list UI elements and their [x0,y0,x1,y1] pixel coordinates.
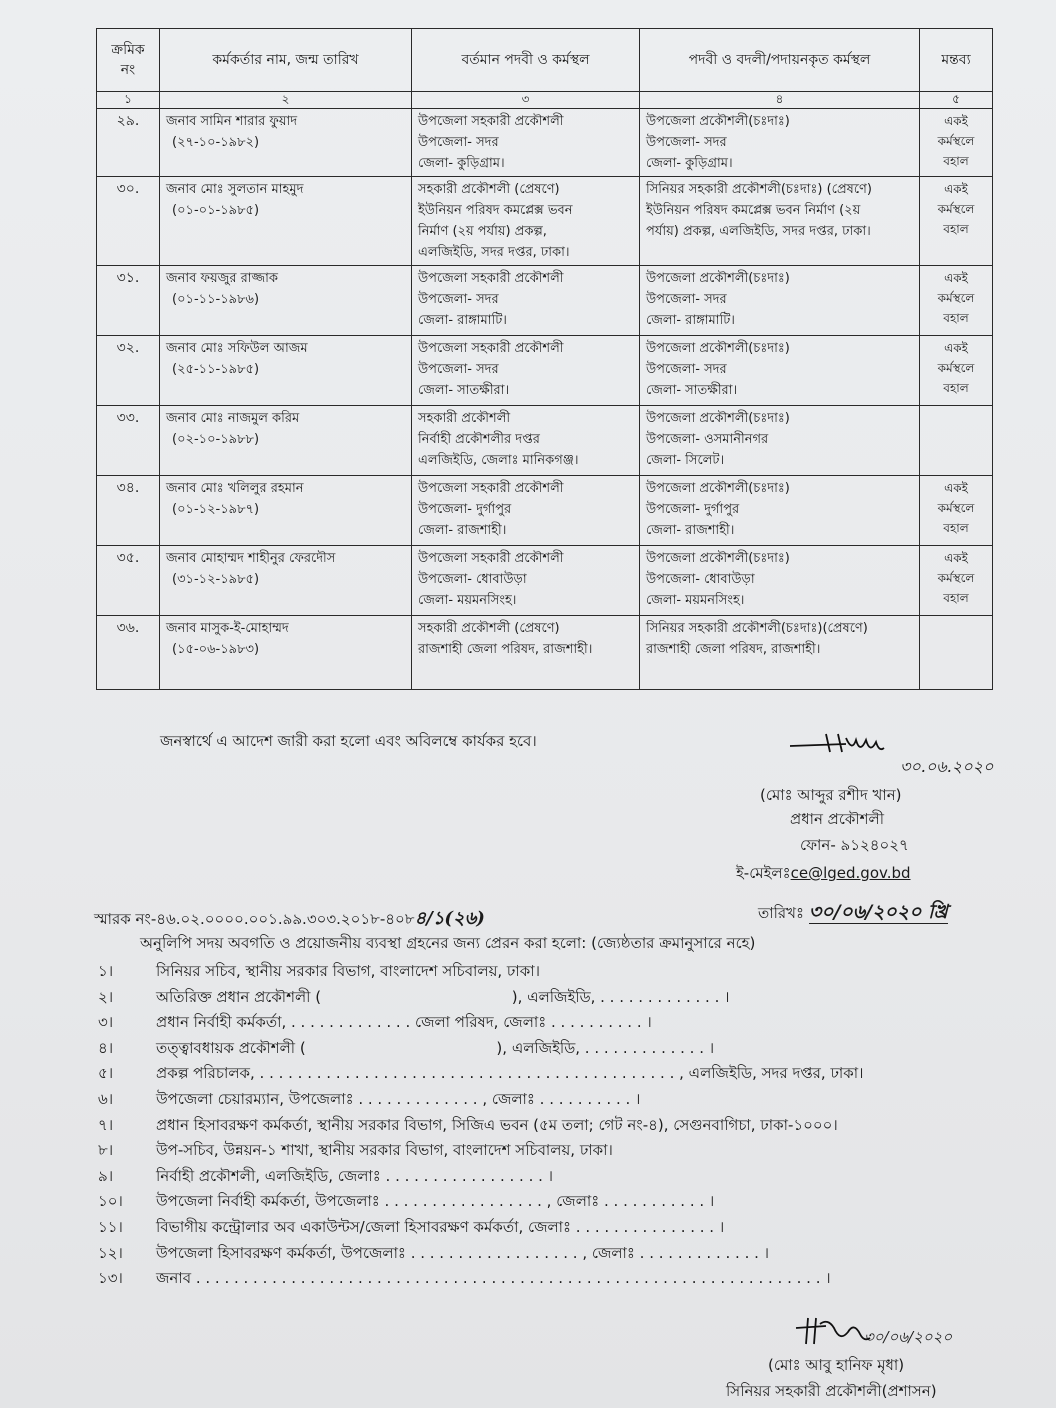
second-signatory-name: (মোঃ আবু হানিফ মৃধা) [768,1356,905,1374]
current-post-line: রাজশাহী জেলা পরিষদ, রাজশাহী। [418,642,593,657]
memo-handwritten-suffix: ৪/১(২৬) [414,908,485,929]
remark-line: কর্মস্থলে [937,361,975,375]
remark-line: একই [944,341,968,355]
cc-item-text: নির্বাহী প্রকৌশলী, এলজিইডি, জেলাঃ . . . . . . . . . . . . . . . . . । [156,1166,554,1185]
current-post-line: উপজেলা সহকারী প্রকৌশলী [418,481,564,496]
cc-item-number: ১১। [98,1218,123,1236]
cc-item [98,1165,553,1189]
new-post-cell [640,616,920,690]
signatory-email [736,862,911,887]
officer-dob: (২৫-১১-১৯৮৫) [172,362,260,377]
table-row [97,109,993,177]
signatory-phone: ফোন- ৯১২৪০২৭ [800,836,909,854]
cc-item-text: সিনিয়র সচিব, স্থানীয় সরকার বিভাগ, বাংলাদেশ সচিবালয়, ঢাকা। [156,962,540,980]
name-cell [160,109,412,177]
new-post-line: উপজেলা প্রকৌশলী(চঃদাঃ) [646,271,790,286]
cc-item-number: ১০। [98,1192,123,1211]
remark-cell [920,336,993,406]
current-post-line: উপজেলা সহকারী প্রকৌশলী [418,341,564,356]
new-post-line: জেলা- কুড়িগ্রাম। [646,156,733,171]
serial-number: ৩২. [116,340,140,356]
current-post-line: উপজেলা সহকারী প্রকৌশলী [418,551,564,566]
name-cell [160,546,412,616]
cc-item-number: ১২। [98,1243,123,1262]
serial-cell [97,109,160,177]
header-new-post: পদবী ও বদলী/পদায়নকৃত কর্মস্থল [640,29,920,92]
current-post-line: উপজেলা- ধোবাউড়া [418,572,527,587]
serial-cell [97,336,160,406]
officer-dob: (০১-১১-১৯৮৬) [172,292,260,307]
new-post-cell [640,266,920,336]
table-row [97,177,993,266]
remark-line: বহাল [943,521,969,535]
remark-line: কর্মস্থলে [937,202,975,216]
transfer-table [96,28,993,690]
current-post-cell [412,546,640,616]
remark-line: একই [944,182,968,196]
cc-item-text: তত্ত্বাবধায়ক প্রকৌশলী ( ), এলজিইডি, . . . . . . . . . . . . . । [156,1038,715,1057]
col-number: ৫ [920,92,993,109]
name-cell [160,266,412,336]
col-number: ৪ [640,92,920,109]
officer-name: জনাব ফয়জুর রাজ্জাক [166,271,279,286]
table-row [97,616,993,690]
serial-number: ৩৪. [116,480,140,496]
current-post-cell [412,476,640,546]
header-name-dob: কর্মকর্তার নাম, জন্ম তারিখ [160,29,412,92]
remark-line: বহাল [943,381,969,395]
cc-item-text: প্রধান হিসাবরক্ষণ কর্মকর্তা, স্থানীয় সরকার বিভাগ, সিজিএ ভবন (৫ম তলা; গেট নং-৪), সেগুনবাগিচা, ঢাকা-১০০০। [156,1115,838,1134]
remark-line: বহাল [943,154,969,168]
serial-cell [97,266,160,336]
officer-dob: (২৭-১০-১৯৮২) [172,135,260,150]
remark-line: কর্মস্থলে [937,571,975,585]
table-row [97,406,993,476]
officer-dob: (০১-০১-১৯৮৫) [172,203,260,218]
serial-number: ৩০. [116,181,140,197]
remark-cell [920,177,993,266]
current-post-line: জেলা- রাঙ্গামাটি। [418,313,507,328]
officer-name: জনাব মোঃ সুলতান মাহমুদ [166,182,304,197]
memo-number-text: স্মারক নং-৪৬.০২.০০০০.০০১.৯৯.৩০৩.২০১৮-৪০৮ [94,910,415,928]
current-post-line: উপজেলা সহকারী প্রকৌশলী [418,271,564,286]
serial-number: ৩৬. [116,620,140,636]
current-post-line: উপজেলা- সদর [418,135,499,150]
current-post-cell [412,616,640,690]
serial-cell [97,616,160,690]
table-header-row [97,29,993,92]
remark-line: একই [944,481,968,495]
serial-number: ৩১. [116,270,140,286]
cc-item [98,1267,831,1291]
new-post-line: জেলা- ময়মনসিংহ। [646,593,745,608]
table-row [97,336,993,406]
officer-dob: (০২-১০-১৯৮৮) [172,432,260,447]
serial-number: ৩৫. [116,550,140,566]
new-post-line: উপজেলা- সদর [646,135,727,150]
cc-item-text: উপ-সচিব, উন্নয়ন-১ শাখা, স্থানীয় সরকার বিভাগ, বাংলাদেশ সচিবালয়, ঢাকা। [156,1141,613,1160]
memo-number [94,904,485,935]
signatory-name: (মোঃ আব্দুর রশীদ খান) [760,786,902,804]
email-address[interactable]: ce@lged.gov.bd [790,864,911,882]
new-post-line: উপজেলা- ওসমানীনগর [646,432,769,447]
officer-dob: (৩১-১২-১৯৮৫) [172,572,260,587]
new-post-line: পর্যায়) প্রকল্প, এলজিইডি, সদর দপ্তর, ঢাকা। [646,224,871,239]
officer-dob: (০১-১২-১৯৮৭) [172,502,260,517]
name-cell [160,406,412,476]
remark-line: একই [944,114,968,128]
remark-line: কর্মস্থলে [937,134,975,148]
cc-item-text: উপজেলা নির্বাহী কর্মকর্তা, উপজেলাঃ . . . . . . . . . . . . . . . . . , জেলাঃ . . . . . . . . . . . । [156,1192,715,1211]
memo-date-label: তারিখঃ [758,904,804,922]
remark-line: বহাল [943,591,969,605]
second-signatory-designation: সিনিয়র সহকারী প্রকৌশলী(প্রশাসন) [726,1382,937,1400]
current-post-line: জেলা- রাজশাহী। [418,523,507,538]
serial-cell [97,546,160,616]
new-post-line: উপজেলা প্রকৌশলী(চঃদাঃ) [646,411,790,426]
table-row [97,266,993,336]
current-post-line: সহকারী প্রকৌশলী (প্রেষণে) [418,621,560,636]
cc-item [98,1190,714,1214]
new-post-line: জেলা- রাঙ্গামাটি। [646,313,735,328]
new-post-line: জেলা- সাতক্ষীরা। [646,383,738,398]
new-post-line: উপজেলা- সদর [646,362,727,377]
remark-line: বহাল [943,311,969,325]
current-post-cell [412,177,640,266]
new-post-line: জেলা- সিলেট। [646,453,725,468]
second-signature-date: ৩০/০৬/২০২০ [864,1328,953,1346]
current-post-line: সহকারী প্রকৌশলী (প্রেষণে) [418,182,560,197]
current-post-cell [412,109,640,177]
table-row [97,476,993,546]
new-post-cell [640,546,920,616]
current-post-line: উপজেলা- সদর [418,362,499,377]
current-post-line: ইউনিয়ন পরিষদ কমপ্লেক্স ভবন [418,203,573,218]
cc-item [98,1011,652,1035]
cc-item [98,960,540,984]
header-serial: ক্রমিক নং [97,29,160,92]
name-cell [160,336,412,406]
officer-name: জনাব মোঃ সফিউল আজম [166,341,308,356]
col-number: ২ [160,92,412,109]
serial-cell [97,406,160,476]
name-cell [160,476,412,546]
cc-item [98,1242,769,1266]
current-post-line: জেলা- ময়মনসিংহ। [418,593,517,608]
remark-cell [920,476,993,546]
memo-date-value: ৩০/০৬/২০২০ খ্রি [808,901,948,923]
officer-name: জনাব মাসুক-ই-মোহাম্মদ [166,621,289,636]
col-number: ৩ [412,92,640,109]
current-post-line: সহকারী প্রকৌশলী [418,411,511,426]
cc-item-number: ২। [98,987,114,1006]
current-post-line: নির্বাহী প্রকৌশলীর দপ্তর [418,432,540,447]
email-label: ই-মেইলঃ [736,864,791,882]
order-statement: জনস্বার্থে এ আদেশ জারী করা হলো এবং অবিলম্বে কার্যকর হবে। [160,732,537,750]
cc-item-text: অতিরিক্ত প্রধান প্রকৌশলী ( ), এলজিইডি, . . . . . . . . . . . . . । [156,987,730,1006]
cc-item [98,1062,863,1086]
remark-line: একই [944,271,968,285]
new-post-line: সিনিয়র সহকারী প্রকৌশলী(চঃদাঃ) (প্রেষণে) [646,182,872,197]
current-post-line: এলজিইডি, জেলাঃ মানিকগঞ্জ। [418,453,579,468]
cc-item [98,986,729,1010]
new-post-line: উপজেলা- ধোবাউড়া [646,572,755,587]
signature-date: ৩০.০৬.২০২০ [900,757,994,776]
new-post-cell [640,109,920,177]
current-post-cell [412,266,640,336]
new-post-line: উপজেলা প্রকৌশলী(চঃদাঃ) [646,114,790,129]
cc-item-text: উপজেলা হিসাবরক্ষণ কর্মকর্তা, উপজেলাঃ . . . . . . . . . . . . . . . . . . , জেলাঃ . . . . . . . . . . . . . । [156,1243,770,1262]
current-post-line: উপজেলা- সদর [418,292,499,307]
new-post-cell [640,177,920,266]
remark-cell [920,546,993,616]
header-remarks: মন্তব্য [920,29,993,92]
cc-item-number: ১৩। [98,1269,123,1288]
new-post-line: সিনিয়র সহকারী প্রকৌশলী(চঃদাঃ)(প্রেষণে) [646,621,868,636]
cc-item-number: ৮। [98,1141,114,1160]
remark-cell [920,109,993,177]
officer-name: জনাব মোঃ খলিলুর রহমান [166,481,304,496]
new-post-line: উপজেলা- সদর [646,292,727,307]
new-post-line: রাজশাহী জেলা পরিষদ, রাজশাহী। [646,642,821,657]
cc-item [98,1088,640,1112]
memo-date [758,898,948,930]
remark-line: কর্মস্থলে [937,501,975,515]
new-post-line: উপজেলা- দুর্গাপুর [646,502,740,517]
new-post-line: ইউনিয়ন পরিষদ কমপ্লেক্স ভবন নির্মাণ (২য় [646,203,861,218]
cc-item-number: ১। [98,962,114,980]
new-post-cell [640,336,920,406]
new-post-line: উপজেলা প্রকৌশলী(চঃদাঃ) [646,341,790,356]
cc-item [98,1037,714,1061]
cc-item-text: প্রকল্প পরিচালক, . . . . . . . . . . . . . . . . . . . . . . . . . . . . . . . . . . . . . . . . . . . . , এলজিইডি, সদর দপ্তর, ঢাকা। [156,1064,864,1083]
serial-number: ৩৩. [116,410,140,426]
officer-name: জনাব মোহাম্মদ শাহীনুর ফেরদৌস [166,551,336,566]
current-post-line: উপজেলা সহকারী প্রকৌশলী [418,114,564,129]
signature-mark [786,728,906,768]
officer-name: জনাব সামিন শারার ফুয়াদ [166,114,298,129]
cc-intro: অনুলিপি সদয় অবগতি ও প্রয়োজনীয় ব্যবস্থা গ্রহনের জন্য প্রেরন করা হলো: (জ্যেষ্ঠতার ক্রমানুসারে নহে) [140,934,756,952]
name-cell [160,616,412,690]
serial-cell [97,177,160,266]
cc-item-number: ৭। [98,1115,114,1134]
current-post-cell [412,406,640,476]
new-post-line: জেলা- রাজশাহী। [646,523,735,538]
remark-cell [920,616,993,690]
cc-item-number: ৩। [98,1013,114,1032]
new-post-cell [640,406,920,476]
cc-item-number: ৬। [98,1090,114,1108]
current-post-cell [412,336,640,406]
new-post-cell [640,476,920,546]
cc-item-text: জনাব . . . . . . . . . . . . . . . . . . . . . . . . . . . . . . . . . . . . . . . . . . . . . . . . . . . . . . . . . . . . . . . . . . । [156,1269,831,1288]
serial-cell [97,476,160,546]
col-number: ১ [97,92,160,109]
table-row [97,546,993,616]
cc-item [98,1114,838,1138]
signatory-designation: প্রধান প্রকৌশলী [790,810,885,828]
officer-dob: (১৫-০৬-১৯৮৩) [172,642,260,657]
column-number-row [97,92,993,109]
new-post-line: উপজেলা প্রকৌশলী(চঃদাঃ) [646,481,790,496]
remark-cell [920,266,993,336]
cc-item-text: উপজেলা চেয়ারম্যান, উপজেলাঃ . . . . . . . . . . . . . , জেলাঃ . . . . . . . . . . । [156,1090,641,1108]
current-post-line: নির্মাণ (২য় পর্যায়) প্রকল্প, [418,224,547,239]
remark-line: একই [944,551,968,565]
cc-item-number: ৯। [98,1166,114,1185]
current-post-line: জেলা- সাতক্ষীরা। [418,383,510,398]
cc-item-text: বিভাগীয় কন্ট্রোলার অব একাউন্টস/জেলা হিসাবরক্ষণ কর্মকর্তা, জেলাঃ . . . . . . . . . . . . . . . । [156,1218,725,1236]
header-current-post: বর্তমান পদবী ও কর্মস্থল [412,29,640,92]
current-post-line: এলজিইডি, সদর দপ্তর, ঢাকা। [418,245,570,260]
new-post-line: উপজেলা প্রকৌশলী(চঃদাঃ) [646,551,790,566]
cc-item-text: প্রধান নির্বাহী কর্মকর্তা, . . . . . . . . . . . . . জেলা পরিষদ, জেলাঃ . . . . . . . . . . । [156,1013,652,1032]
current-post-line: জেলা- কুড়িগ্রাম। [418,156,505,171]
cc-item-number: ৫। [98,1064,114,1083]
officer-name: জনাব মোঃ নাজমুল করিম [166,411,300,426]
serial-number: ২৯. [116,113,140,129]
remark-cell [920,406,993,476]
remark-line: কর্মস্থলে [937,291,975,305]
name-cell [160,177,412,266]
current-post-line: উপজেলা- দুর্গাপুর [418,502,512,517]
remark-line: বহাল [943,222,969,236]
cc-item-number: ৪। [98,1038,114,1057]
cc-item [98,1139,613,1163]
cc-item [98,1216,724,1240]
